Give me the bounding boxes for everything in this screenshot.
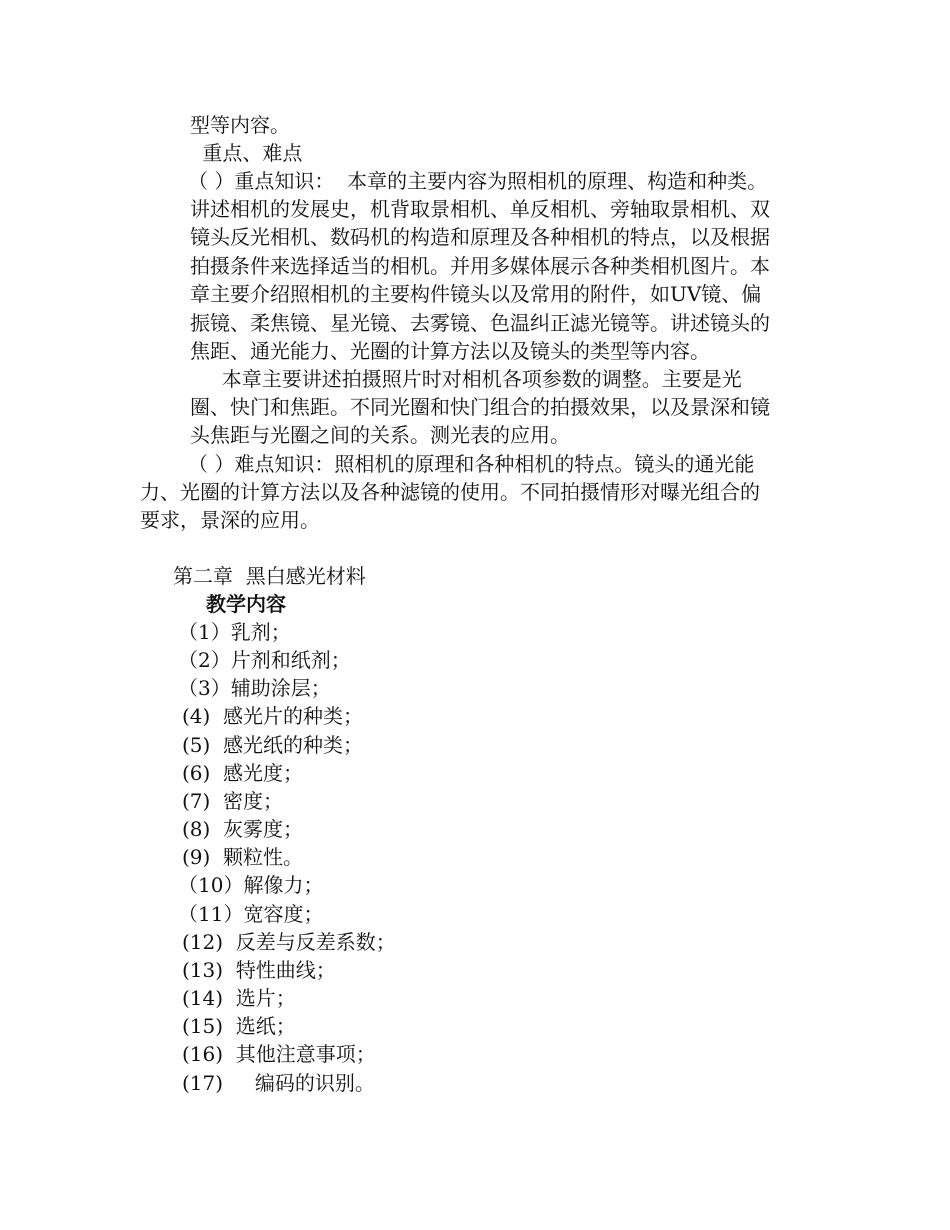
key-points-line: 拍摄条件来选择适当的相机。并用多媒体展示各种类相机图片。本 xyxy=(190,254,770,278)
list-item: （11）宽容度； xyxy=(178,902,324,926)
difficulty-line: 要求，景深的应用。 xyxy=(140,508,320,532)
list-item: (9) 颗粒性。 xyxy=(182,845,304,869)
list-item: (8) 灰雾度； xyxy=(182,817,304,841)
chapter-title: 第二章 黑白感光材料 xyxy=(173,564,366,588)
key-points-line: （ ）重点知识： 本章的主要内容为照相机的原理、构造和种类。 xyxy=(188,169,768,193)
difficulty-line: 力、光圈的计算方法以及各种滤镜的使用。不同拍摄情形对曝光组合的 xyxy=(140,480,760,504)
key-points-line: 讲述相机的发展史，机背取景相机、单反相机、旁轴取景相机、双 xyxy=(190,197,770,221)
list-item: （2）片剂和纸剂； xyxy=(178,648,351,672)
list-item: （10）解像力； xyxy=(178,873,324,897)
key-points-line: 焦距、通光能力、光圈的计算方法以及镜头的类型等内容。 xyxy=(190,339,710,363)
paragraph-line: 圈、快门和焦距。不同光圈和快门组合的拍摄效果，以及景深和镜 xyxy=(190,395,770,419)
key-points-heading: 重点、难点 xyxy=(196,141,303,165)
paragraph-line: 本章主要讲述拍摄照片时对相机各项参数的调整。主要是光 xyxy=(190,367,742,391)
key-points-line: 章主要介绍照相机的主要构件镜头以及常用的附件，如UV镜、偏 xyxy=(190,282,762,306)
list-item: (4) 感光片的种类； xyxy=(182,704,364,728)
list-item: （1）乳剂； xyxy=(178,620,291,644)
key-points-line: 振镜、柔焦镜、星光镜、去雾镜、色温纠正滤光镜等。讲述镜头的 xyxy=(190,311,770,335)
list-item: (12) 反差与反差系数； xyxy=(182,930,396,954)
list-item: （3）辅助涂层； xyxy=(178,676,331,700)
list-item: (14) 选片； xyxy=(182,986,296,1010)
list-item: (16) 其他注意事项； xyxy=(182,1042,376,1066)
paragraph-continuation: 型等内容。 xyxy=(190,113,290,137)
list-item: (17) 编码的识别。 xyxy=(182,1071,375,1095)
paragraph-line: 头焦距与光圈之间的关系。测光表的应用。 xyxy=(190,423,570,447)
list-item: (5) 感光纸的种类； xyxy=(182,733,364,757)
difficulty-line: （ ）难点知识：照相机的原理和各种相机的特点。镜头的通光能 xyxy=(188,452,755,476)
list-item: (13) 特性曲线； xyxy=(182,958,336,982)
list-item: (7) 密度； xyxy=(182,789,284,813)
list-item: (15) 选纸； xyxy=(182,1014,296,1038)
key-points-line: 镜头反光相机、数码机的构造和原理及各种相机的特点，以及根据 xyxy=(190,225,770,249)
list-item: (6) 感光度； xyxy=(182,761,304,785)
teaching-content-heading: 教学内容 xyxy=(206,592,286,616)
